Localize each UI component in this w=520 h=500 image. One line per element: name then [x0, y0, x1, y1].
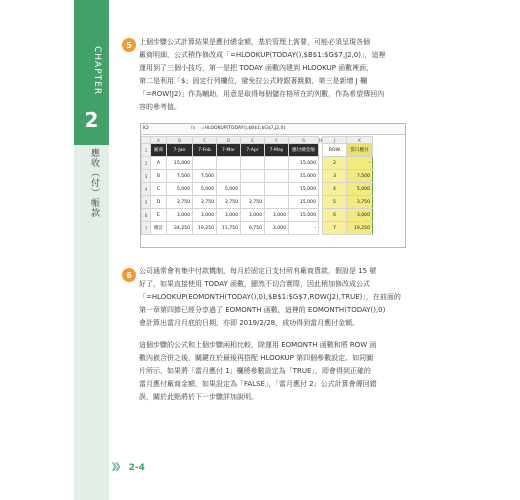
table-row	[142, 196, 373, 209]
column-header: 7-Feb	[193, 144, 217, 157]
step-5-text-line: 廠商明細，公式稍作修改成「=HLOOKUP(TODAY(),$B$1:$G$7,J2,0)」，這裡	[139, 51, 386, 59]
table-cell: 19,250	[193, 222, 217, 235]
table-row	[142, 170, 373, 183]
row-helper-cell: 2	[323, 157, 347, 170]
excel-screenshot	[140, 123, 406, 248]
row-number: 5	[142, 196, 151, 209]
table-cell: 15,000	[289, 170, 319, 183]
chapter-word: CHAPTER	[92, 46, 102, 96]
column-header: ROW	[323, 144, 347, 157]
table-cell	[265, 170, 289, 183]
step-6-text-line: 「=HLOOKUP(EOMONTH(TODAY(),0),$B$1:$G$7,ROW(J2),TRUE)」，在前面的	[139, 293, 401, 301]
table-row	[142, 209, 373, 222]
column-letter: F	[265, 137, 289, 144]
step-5-badge: 5	[122, 38, 136, 52]
table-row	[142, 183, 373, 196]
table-cell: 3,750	[217, 196, 241, 209]
table-cell	[241, 170, 265, 183]
table-cell	[265, 196, 289, 209]
step-6-text-line: 公司通常會有集中付款機制，每月於固定日支付所有廠商貨款，假設是 15 號	[139, 267, 377, 275]
table-cell: 3,750	[167, 196, 193, 209]
table-cell	[265, 157, 289, 170]
table-cell: 15,000	[167, 157, 193, 170]
step-5-text-line: 第二是利用「$」固定行列欄位，避免拉公式時跟著跳動，第三是新增 J 欄	[139, 77, 367, 85]
table-row	[142, 157, 373, 170]
row-number: 7	[142, 222, 151, 235]
table-cell: 3,000	[265, 222, 289, 235]
table-cell: E	[151, 209, 167, 222]
table-cell: 7,500	[193, 170, 217, 183]
row-number: 1	[142, 144, 151, 157]
table-cell: 6,750	[241, 222, 265, 235]
fx-icon: fx	[191, 126, 196, 131]
table-cell	[193, 157, 217, 170]
table-cell: -	[289, 222, 319, 235]
due-amount-cell: 3,000	[347, 209, 373, 222]
page-footer	[112, 460, 145, 473]
due-amount-cell: 3,750	[347, 196, 373, 209]
step-6-note-line: 這個步驟的公式和上個步驟兩相比較，除運用 EOMONTH 函數和將 ROW 函	[139, 341, 377, 349]
column-letter: E	[241, 137, 265, 144]
table-cell: 3,000	[193, 209, 217, 222]
table-cell: 15,000	[289, 157, 319, 170]
step-5-paragraph	[139, 36, 386, 114]
due-amount-cell: 7,500	[347, 170, 373, 183]
column-letter: G	[289, 137, 319, 144]
page-arrows-icon: 》》	[112, 463, 124, 473]
row-helper-cell: 5	[323, 196, 347, 209]
column-header: 7-Mar	[217, 144, 241, 157]
column-header: 7-Jan	[167, 144, 193, 157]
column-header: 7-May	[265, 144, 289, 157]
due-amount-cell: 19,250	[347, 222, 373, 235]
column-header: 7-Apr	[241, 144, 265, 157]
table-cell: 34,250	[167, 222, 193, 235]
table-cell: 15,000	[289, 209, 319, 222]
step-6-text-line: 會計算出當月月底的日期，亦即 2019/2/28，成功得到當月應付金額。	[139, 319, 360, 327]
step-6-note-line: 數內嵌合併之後，關鍵在於最後再搭配 HLOOKUP 第四個參數設定。如同圖	[139, 354, 374, 362]
step-6-note-paragraph	[139, 339, 377, 404]
table-row	[142, 222, 373, 235]
step-5-text-line: 「=ROW(J2)」作為輔助，用意是取得每個儲存格所在的列數，作為希望傳回內	[139, 90, 385, 98]
step-6-paragraph	[139, 265, 401, 330]
column-letter: A	[151, 137, 167, 144]
cell-reference: K2	[143, 126, 149, 131]
table-cell: 3,000	[167, 209, 193, 222]
chapter-side-strip	[74, 0, 109, 500]
table-cell: 15,000	[289, 196, 319, 209]
chapter-tab	[74, 0, 109, 145]
table-cell: 5,000	[167, 183, 193, 196]
table-header-row	[142, 144, 373, 157]
column-letter: B	[167, 137, 193, 144]
column-letters-row	[142, 137, 373, 144]
chapter-number: 2	[84, 108, 99, 132]
row-helper-cell: 6	[323, 209, 347, 222]
column-letter: J	[323, 137, 347, 144]
table-cell: 3,750	[193, 196, 217, 209]
column-header: 應付總金額	[289, 144, 319, 157]
step-6-note-line: 當月應付廠商金額，如果設定為「FALSE」，「當月應付 2」公式計算會傳回錯	[139, 380, 377, 388]
step-5-text-line: 運用到了三個小技巧，第一是把 TODAY 函數內建到 HLOOKUP 函數裡面，	[139, 64, 374, 72]
table-cell: 總計	[151, 222, 167, 235]
step-5-text-line: 容的參考值。	[139, 103, 181, 111]
table-cell	[265, 183, 289, 196]
column-letter	[142, 137, 151, 144]
table-cell: C	[151, 183, 167, 196]
column-header: 廠商	[151, 144, 167, 157]
table-cell: D	[151, 196, 167, 209]
table-cell: 3,000	[217, 209, 241, 222]
table-cell: 3,000	[265, 209, 289, 222]
column-letter: H	[319, 137, 323, 143]
formula-text: =HLOOKUP(TODAY(),$B$1:$G$7,J2,0)	[201, 126, 286, 131]
table-cell: 3,750	[241, 196, 265, 209]
table-cell	[217, 157, 241, 170]
column-letter: K	[347, 137, 373, 144]
row-helper-cell: 4	[323, 183, 347, 196]
formula-bar	[141, 124, 405, 135]
table-cell: 3,000	[241, 209, 265, 222]
table-cell: 11,750	[217, 222, 241, 235]
row-number: 3	[142, 170, 151, 183]
table-cell	[241, 157, 265, 170]
table-cell: A	[151, 157, 167, 170]
row-helper-cell: 3	[323, 170, 347, 183]
column-header: 當日應付	[347, 144, 373, 157]
table-cell: 7,500	[167, 170, 193, 183]
table-cell	[241, 183, 265, 196]
table-cell	[217, 170, 241, 183]
step-6-text-line: 好了，如果直接使用 TODAY 函數，顯然不切合實際，因此稍加修改成公式	[139, 280, 371, 288]
table-cell: 15,000	[289, 183, 319, 196]
row-number: 4	[142, 183, 151, 196]
row-number: 6	[142, 209, 151, 222]
spreadsheet-grid	[141, 136, 373, 235]
step-6-badge: 6	[122, 268, 136, 282]
row-helper-cell: 7	[323, 222, 347, 235]
step-6-text-line: 第一章第四節已經分享過了 EOMONTH 函數，這裡的 EOMONTH(TODAY(),0)	[139, 306, 386, 314]
table-cell: 5,000	[193, 183, 217, 196]
table-cell: 5,000	[217, 183, 241, 196]
column-letter: D	[217, 137, 241, 144]
step-6-note-line: 誤，關於此點將於下一步驟詳加說明。	[139, 393, 258, 401]
chapter-title: 應收（付）帳款	[89, 148, 99, 218]
column-letter: C	[193, 137, 217, 144]
due-amount-cell: -	[347, 157, 373, 170]
page-number: 2-4	[128, 463, 145, 473]
row-number: 2	[142, 157, 151, 170]
table-cell: B	[151, 170, 167, 183]
step-6-note-line: 片所示，如果將「當月應付 1」欄將參數設定為「TRUE」，即會得到正確的	[139, 367, 371, 375]
step-5-text-line: 上個步驟公式計算結果是應付總金額，基於管理上需要，可能必須呈現各個	[139, 38, 370, 46]
due-amount-cell: 5,000	[347, 183, 373, 196]
